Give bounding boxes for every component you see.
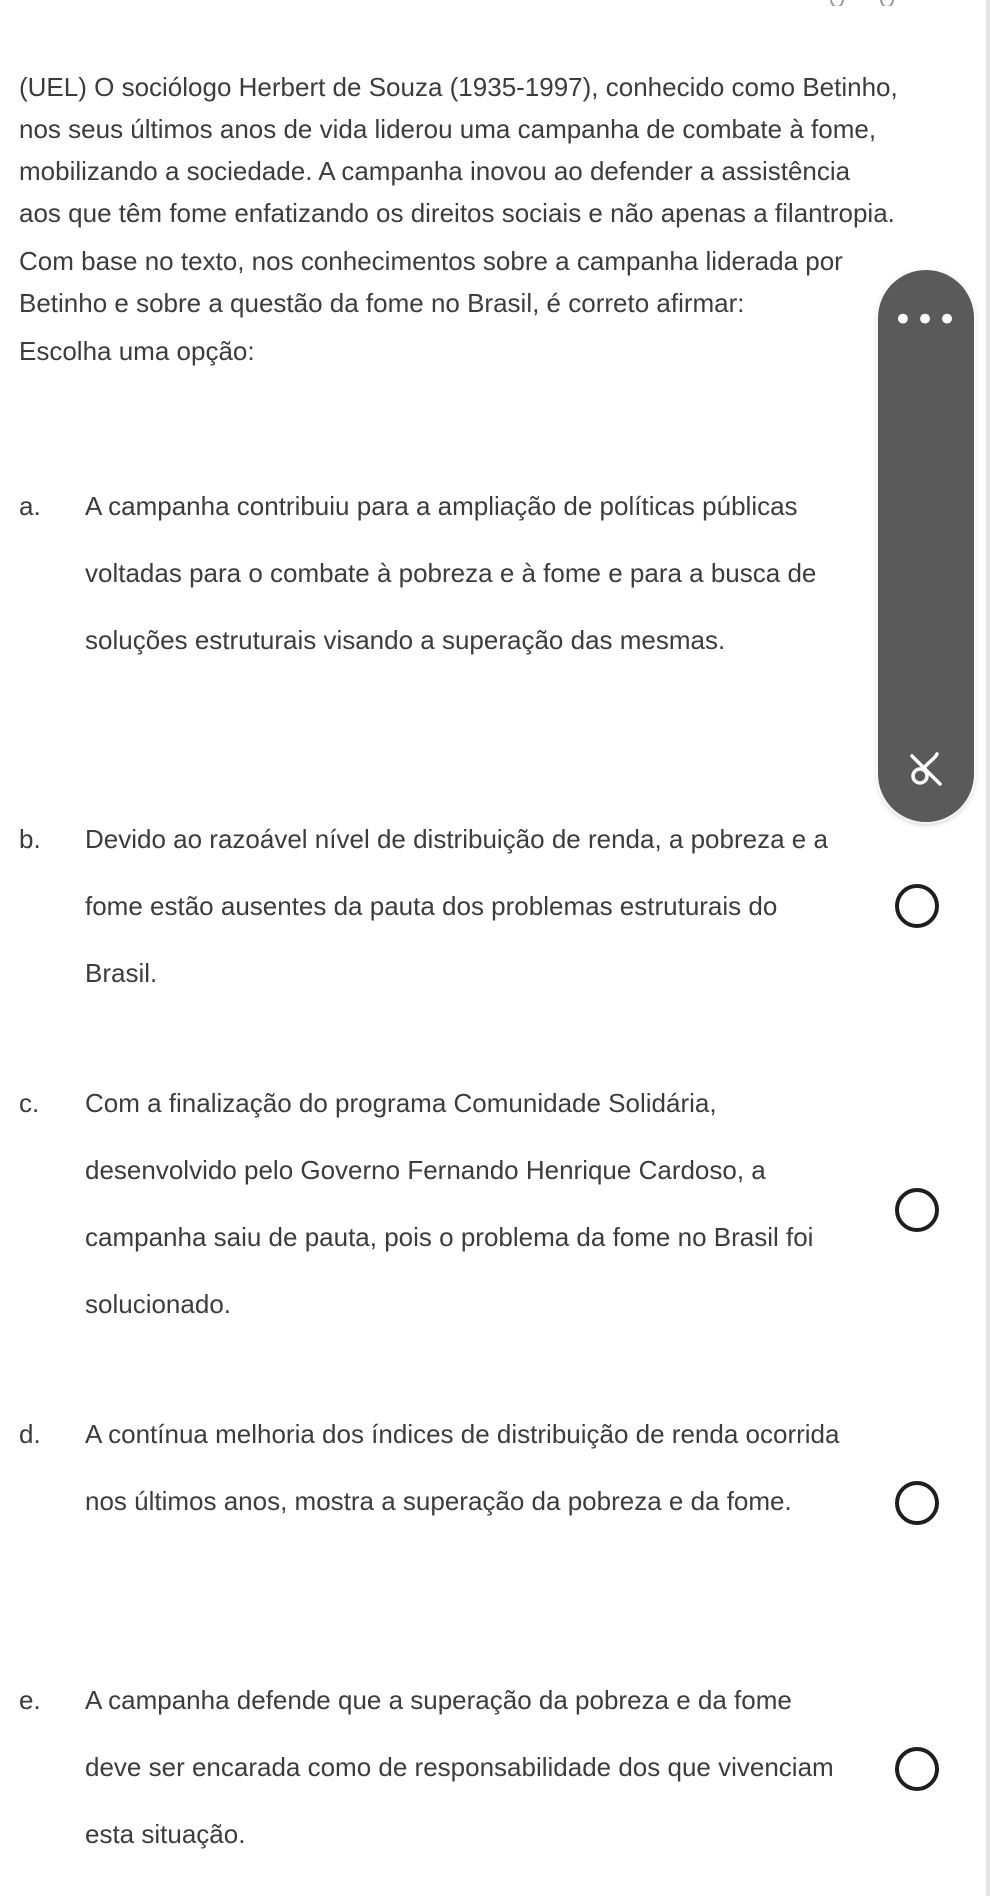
radio-option-b[interactable]	[895, 884, 939, 928]
right-edge-scroll-track	[986, 0, 990, 1896]
option-text: Com a finalização do programa Comunidade Solidária, desenvolvido pelo Governo Fernando Henrique Cardoso, a campanha saiu de pauta, pois o problema da fome no Brasil foi solucionado.	[85, 1088, 814, 1319]
hide-slash-icon[interactable]	[906, 750, 946, 790]
more-dots-icon[interactable]: •••	[892, 300, 960, 340]
option-text: A contínua melhoria dos índices de distribuição de renda ocorrida nos últimos anos, mostra a superação da pobreza e da fome.	[85, 1419, 840, 1516]
option-letter: a.	[19, 491, 41, 521]
question-block	[19, 66, 899, 372]
option-b[interactable]	[0, 806, 990, 1007]
option-text: Devido ao razoável nível de distribuição de renda, a pobreza e a fome estão ausentes da pauta dos problemas estruturais do Brasil.	[85, 824, 828, 988]
question-instruction: Com base no texto, nos conhecimentos sobre a campanha liderada por Betinho e sobre a questão da fome no Brasil, é correto afirmar:	[19, 246, 843, 318]
radio-option-d[interactable]	[895, 1481, 939, 1525]
top-partial-glyphs	[820, 0, 930, 6]
question-statement: (UEL) O sociólogo Herbert de Souza (1935-1997), conhecido como Betinho, nos seus últimos anos de vida liderou uma campanha de combate à fome, mobilizando a sociedade. A campanha inovou ao defender a assistência aos que têm fome enfatizando os direitos sociais e não apenas a filantropia.	[19, 72, 898, 228]
option-c[interactable]	[0, 1070, 990, 1338]
option-text: A campanha defende que a superação da pobreza e da fome deve ser encarada como de responsabilidade dos que vivenciam esta situação.	[85, 1685, 834, 1849]
option-a[interactable]	[0, 473, 990, 741]
option-text: A campanha contribuiu para a ampliação de políticas públicas voltadas para o combate à pobreza e à fome e para a busca de soluções estruturais visando a superação das mesmas.	[85, 491, 817, 655]
floating-overlay-pill[interactable]	[878, 270, 974, 822]
option-letter: d.	[19, 1419, 41, 1449]
radio-option-e[interactable]	[895, 1747, 939, 1791]
choose-option-label: Escolha uma opção:	[19, 336, 255, 366]
option-letter: b.	[19, 824, 41, 854]
option-letter: e.	[19, 1685, 41, 1715]
option-letter: c.	[19, 1088, 40, 1118]
option-e[interactable]	[0, 1667, 990, 1868]
option-d[interactable]	[0, 1401, 990, 1602]
radio-option-c[interactable]	[895, 1188, 939, 1232]
